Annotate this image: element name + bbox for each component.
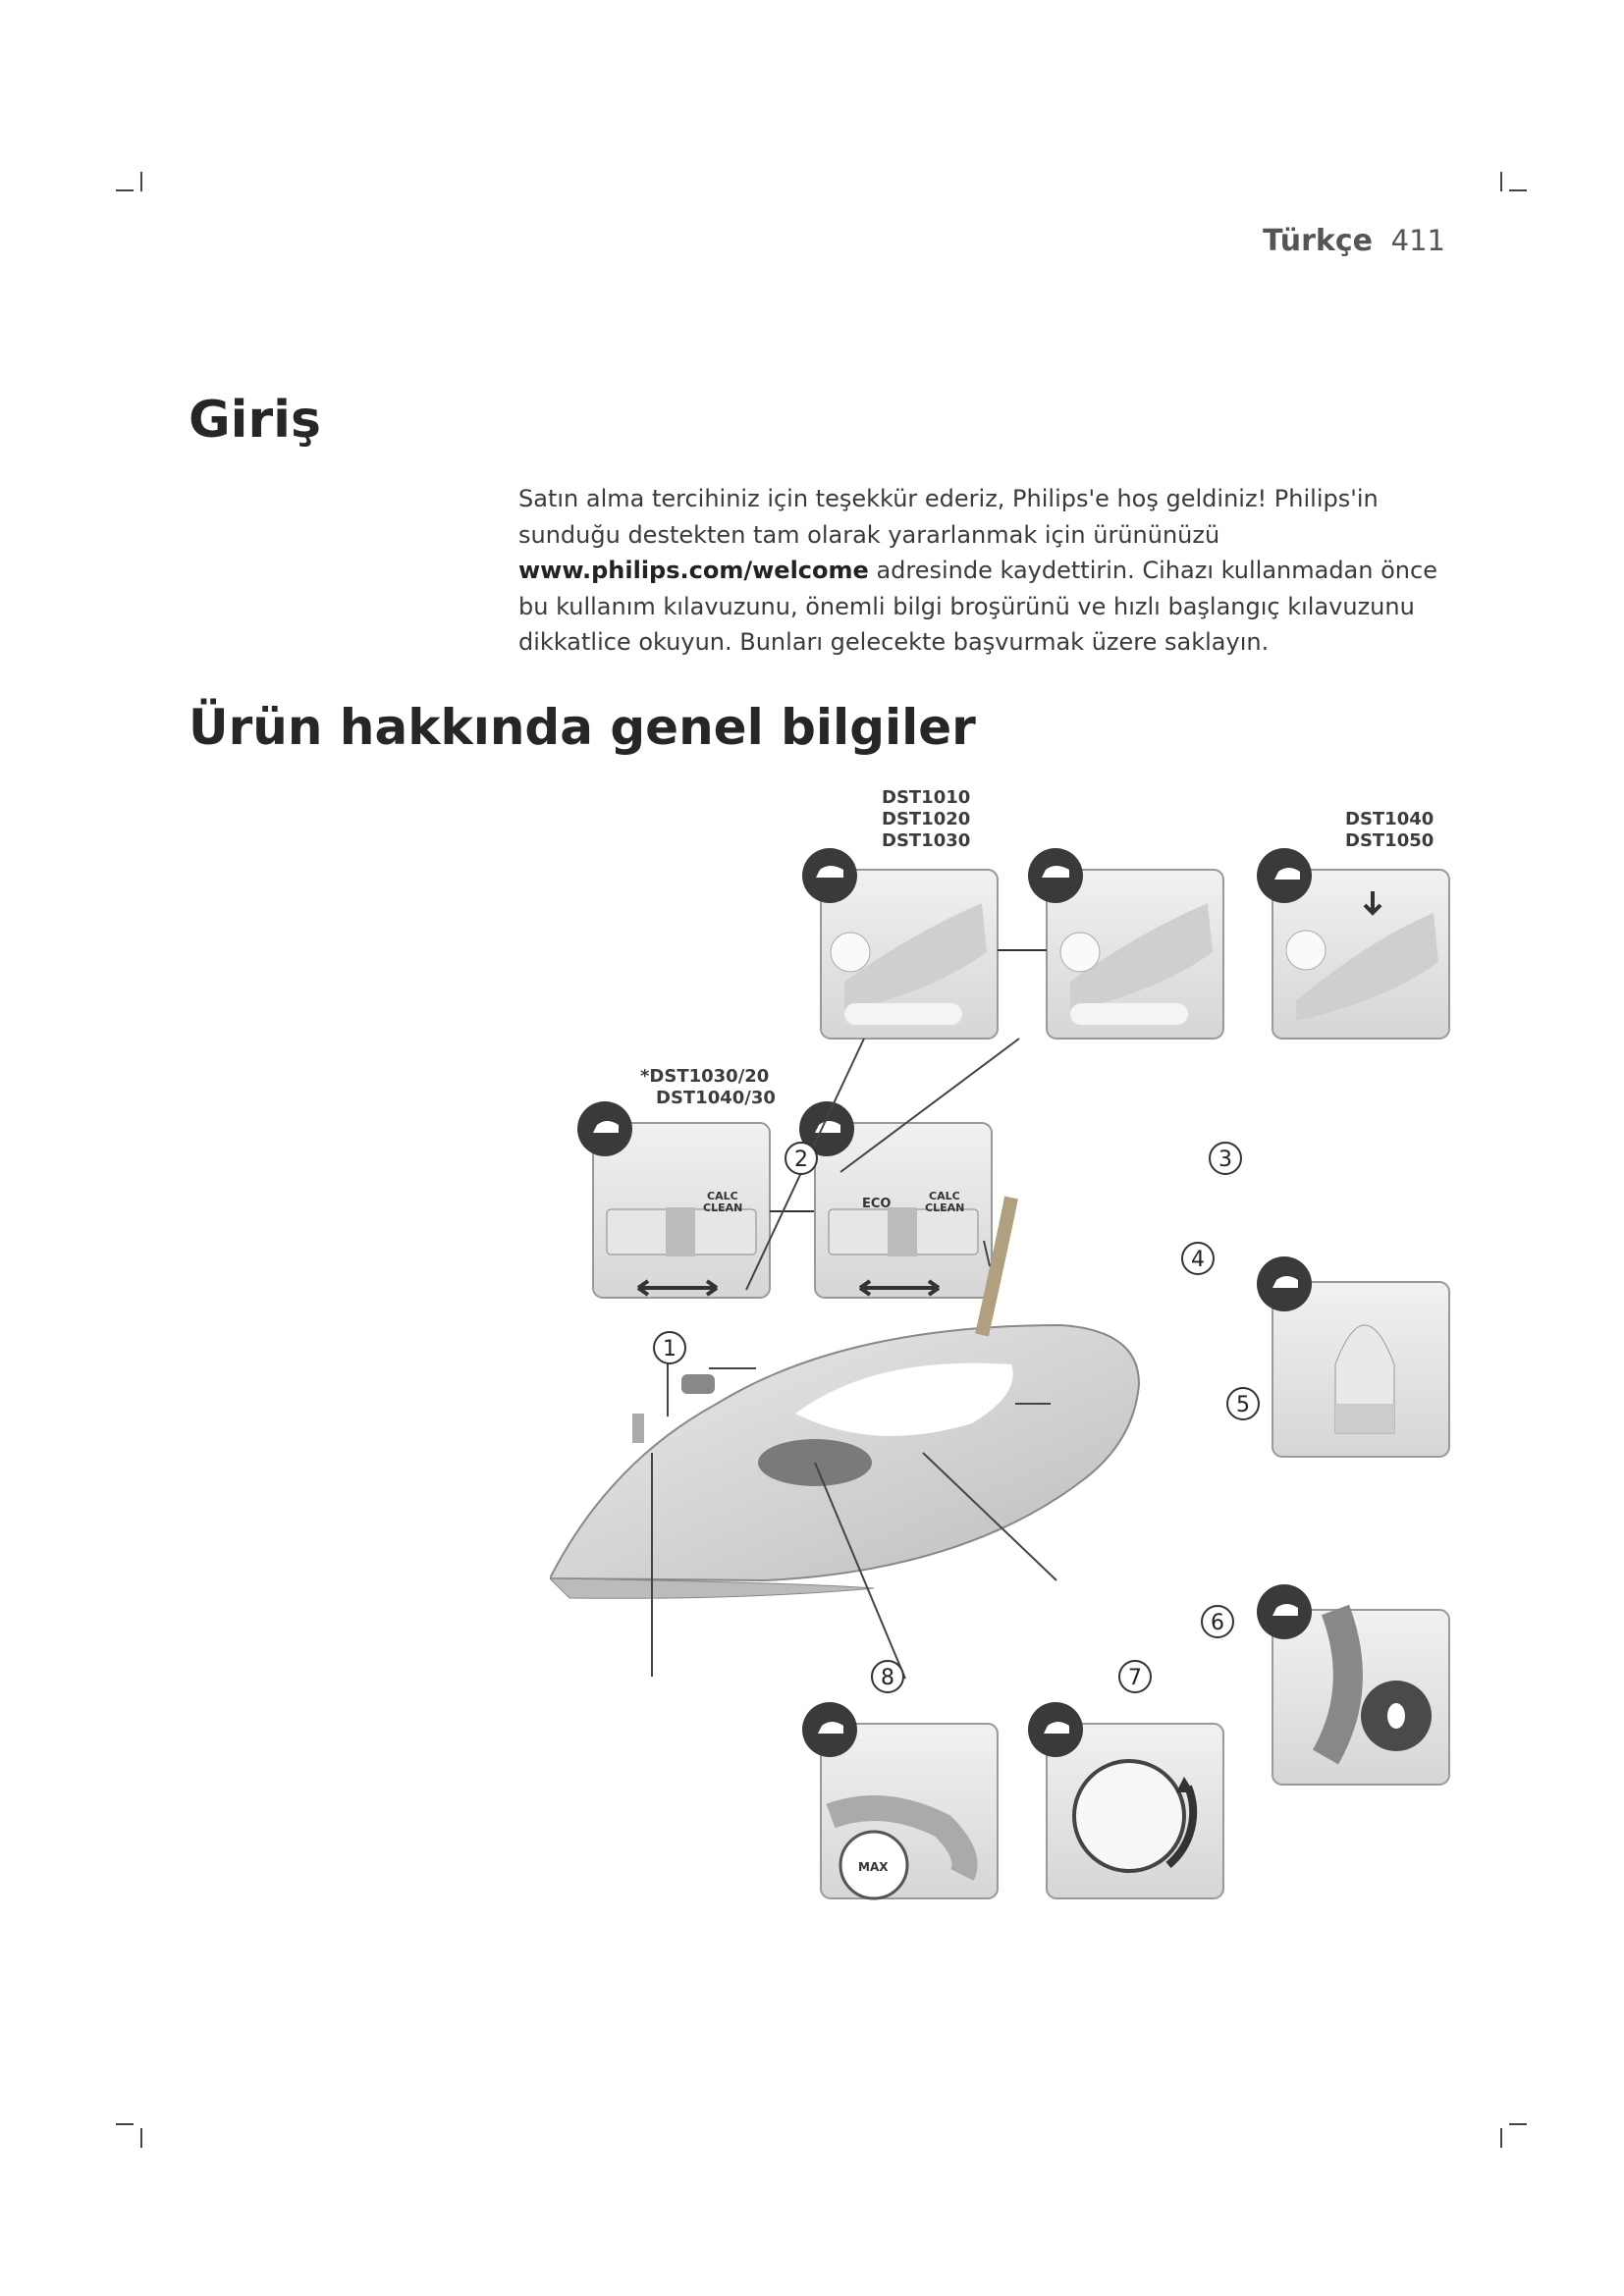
svg-text:5: 5 [1236,1393,1250,1417]
clean-label: CLEAN [925,1201,965,1214]
panel-steam-selector-a [577,1101,770,1298]
intro-text-start: Satın alma tercihiniz için teşekkür ederiz, Philips'e hoş geldiniz! Philips'in sunduğu destekten tam olarak yararlanmak için ürününüzü [518,485,1379,549]
crop-mark [140,172,142,191]
svg-text:3: 3 [1218,1148,1232,1172]
model-label: DST1010 [882,787,971,808]
model-labels-group-a [882,787,970,851]
svg-text:2: 2 [794,1148,808,1172]
crop-mark [1509,189,1527,191]
max-label: MAX [858,1860,889,1874]
intro-paragraph [518,481,1461,661]
panel-soleplate [1257,1256,1449,1457]
model-labels-group-c [640,1066,776,1108]
page-header [1227,218,1453,261]
panel-spray-button-a [802,848,998,1039]
svg-text:8: 8 [881,1666,894,1690]
panel-spray-button-b [1028,848,1223,1039]
crop-mark [140,2128,142,2148]
model-label: DST1020 [882,809,971,829]
panel-water-tank [802,1702,998,1898]
clean-label: CLEAN [703,1201,743,1214]
callout-4 [1182,1243,1214,1274]
overview-heading: Ürün hakkında genel bilgiler [189,699,976,756]
intro-heading: Giriş [189,391,321,450]
calc-label: CALC [707,1190,738,1202]
panel-temperature-light [1257,1584,1449,1785]
svg-text:1: 1 [663,1337,677,1362]
crop-mark [1500,172,1502,191]
crop-mark [116,2123,134,2125]
callout-8 [872,1661,903,1692]
model-label: DST1030 [882,830,971,851]
model-label: DST1050 [1345,830,1435,851]
crop-mark [1509,2123,1527,2125]
model-label: *DST1030/20 [640,1066,770,1087]
model-label: DST1040/30 [656,1088,776,1108]
crop-mark [116,189,134,191]
product-overview-diagram [550,775,1473,1938]
page-number: 411 [1390,224,1445,257]
svg-text:4: 4 [1191,1248,1205,1272]
register-link[interactable]: www.philips.com/welcome [518,557,869,584]
callout-1 [654,1332,685,1363]
callout-2 [785,1143,817,1174]
model-labels-group-b [1345,809,1434,851]
eco-label: ECO [862,1197,892,1211]
callout-7 [1119,1661,1151,1692]
crop-mark [1500,2128,1502,2148]
callout-6 [1202,1606,1233,1637]
intro-text-end: adresinde kaydettirin. Cihazı kullanmadan önce bu kullanım kılavuzunu, önemli bilgi broşürünü ve hızlı başlangıç kılavuzunu dikkatlice okuyun. Bunları gelecekte başvurmak üzere saklayın. [518,557,1437,656]
header-language: Türkçe [1263,224,1373,258]
callout-3 [1210,1143,1241,1174]
panel-temperature-dial [1028,1702,1223,1898]
svg-text:6: 6 [1211,1611,1224,1635]
model-label: DST1040 [1345,809,1435,829]
callout-5 [1227,1388,1259,1419]
calc-label: CALC [929,1190,960,1202]
panel-spray-button-c [1257,848,1449,1039]
svg-text:7: 7 [1128,1666,1142,1690]
